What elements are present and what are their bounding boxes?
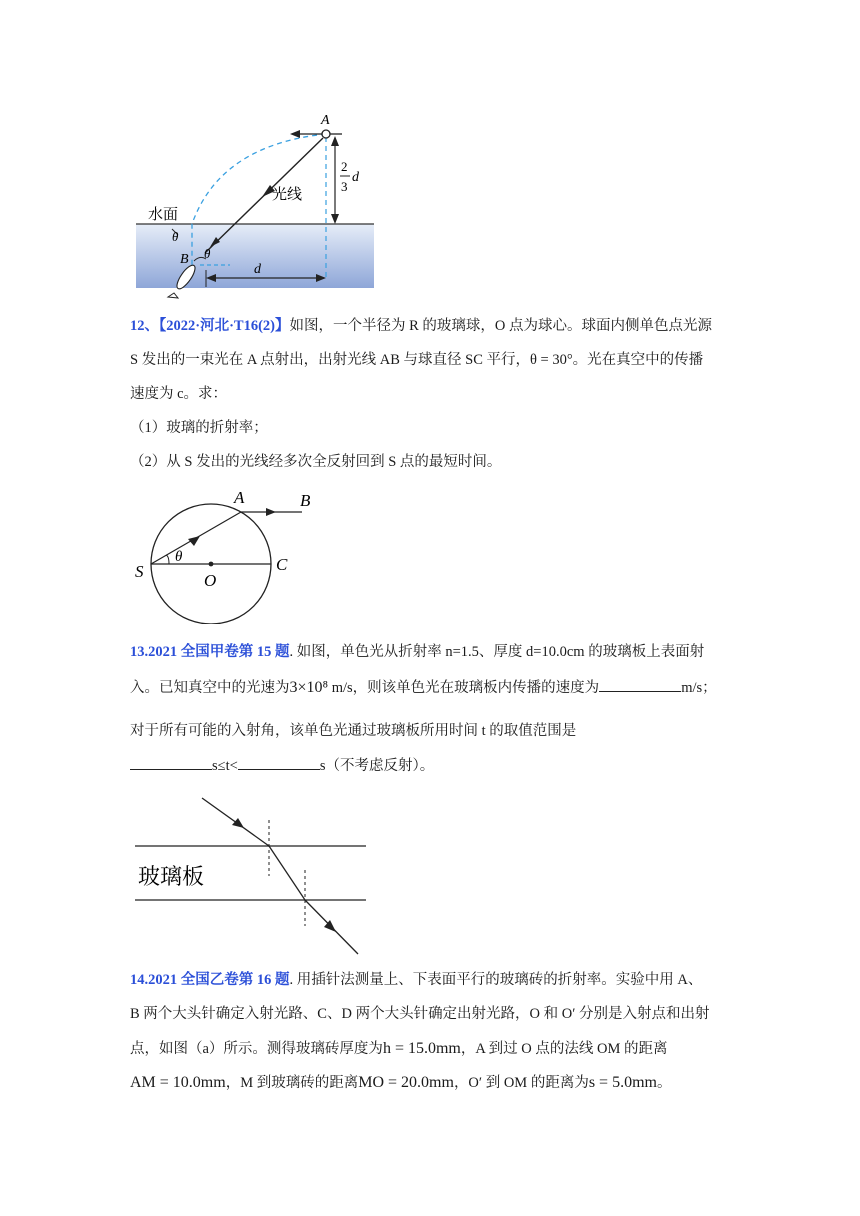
q13-text-2c: m/s；	[681, 680, 717, 696]
q12-line2: S 发出的一束光在 A 点射出，出射光线 AB 与球直径 SC 平行，θ = 30°。光在真空中的传播	[130, 352, 704, 368]
q13-line4	[130, 755, 740, 776]
label-water-surface: 水面	[148, 205, 179, 223]
q14-heading: 14.2021 全国乙卷第 16 题	[130, 972, 290, 988]
q13-text-4b: s（不考虑反射）。	[319, 758, 435, 774]
q13-speed: 3×10⁸	[289, 679, 329, 696]
label-theta-fish: θ	[204, 246, 211, 261]
q14-text-4c: 。	[656, 1075, 672, 1091]
q13-text-4a: s≤t<	[212, 758, 238, 774]
label-A: A	[234, 488, 245, 507]
q14-text-1: . 用插针法测量上、下表面平行的玻璃砖的折射率。实验中用 A、	[289, 972, 703, 988]
label-glass-plate: 玻璃板	[138, 865, 205, 890]
answer-blank-tmax[interactable]	[238, 755, 320, 770]
q13-line3: 对于所有可能的入射角，该单色光通过玻璃板所用时间 t 的取值范围是	[130, 723, 577, 739]
q14-mo: MO = 20.0mm	[358, 1074, 454, 1091]
label-fraction-d: d	[352, 170, 359, 185]
arrow-up-icon	[331, 136, 339, 146]
q14-line3	[130, 1039, 740, 1059]
q13-text-1: . 如图，单色光从折射率 n=1.5、厚度 d=10.0cm 的玻璃板上表面射	[289, 644, 705, 660]
q12-sub1: （1）玻璃的折射率；	[130, 420, 268, 436]
arrow-incident-icon	[232, 818, 244, 828]
q12-line1	[130, 316, 740, 336]
label-A: A	[321, 113, 330, 128]
q14-text-4b: ，O′ 到 OM 的距离为	[453, 1075, 589, 1091]
label-B: B	[180, 252, 189, 267]
q12-heading: 12、【2022·河北·T16(2)】	[130, 318, 290, 334]
q12-sub2: （2）从 S 发出的光线经多次全反射回到 S 点的最短时间。	[130, 454, 502, 470]
label-S: S	[135, 562, 144, 581]
arrow-down-icon	[331, 214, 339, 224]
label-fraction-numerator: 2	[341, 159, 348, 174]
q13-text-2a: 入。已知真空中的光速为	[130, 680, 290, 696]
point-A-marker	[322, 130, 330, 138]
arrow-AB-icon	[266, 508, 276, 516]
label-B: B	[300, 491, 311, 510]
label-theta-surface: θ	[172, 229, 179, 244]
q14-am: AM = 10.0mm	[130, 1074, 226, 1091]
q13-heading: 13.2021 全国甲卷第 15 题	[130, 644, 290, 660]
q14-line2: B 两个大头针确定入射光路、C、D 两个大头针确定出射光路，O 和 O′ 分别是入射点和出射	[130, 1006, 710, 1022]
arrow-SA-icon	[188, 536, 200, 546]
figure-glass-sphere	[130, 484, 330, 624]
q12-line3: 速度为 c。求：	[130, 386, 228, 402]
answer-blank-tmin[interactable]	[130, 755, 212, 770]
q14-text-4a: ，M 到玻璃砖的距离	[225, 1075, 359, 1091]
angle-arc	[166, 555, 169, 564]
label-fraction-denominator: 3	[341, 179, 348, 194]
q13-line1	[130, 642, 740, 662]
q14-thickness: h = 15.0mm	[382, 1040, 461, 1057]
q13-line2	[130, 677, 740, 698]
q12-text-1: 如图，一个半径为 R 的玻璃球，O 点为球心。球面内侧单色点光源	[289, 318, 713, 334]
center-O-dot	[209, 562, 214, 567]
q14-s: s = 5.0mm	[588, 1074, 657, 1091]
label-O: O	[204, 571, 217, 590]
label-theta: θ	[175, 549, 183, 565]
q14-text-3b: ，A 到过 O 点的法线 OM 的距离	[460, 1041, 668, 1057]
q14-text-3a: 点，如图（a）所示。测得玻璃砖厚度为	[130, 1041, 383, 1057]
q13-text-2b: m/s，则该单色光在玻璃板内传播的速度为	[328, 680, 600, 696]
q14-line4	[130, 1073, 740, 1093]
label-C: C	[276, 555, 288, 574]
label-d-horizontal: d	[254, 262, 261, 277]
label-light-ray: 光线	[272, 185, 303, 203]
figure-water-surface	[130, 105, 380, 300]
arrow-left-icon	[290, 130, 300, 138]
q14-line1	[130, 970, 740, 990]
answer-blank-speed[interactable]	[599, 677, 681, 692]
figure-glass-plate	[130, 790, 380, 960]
refracted-ray	[269, 846, 305, 900]
